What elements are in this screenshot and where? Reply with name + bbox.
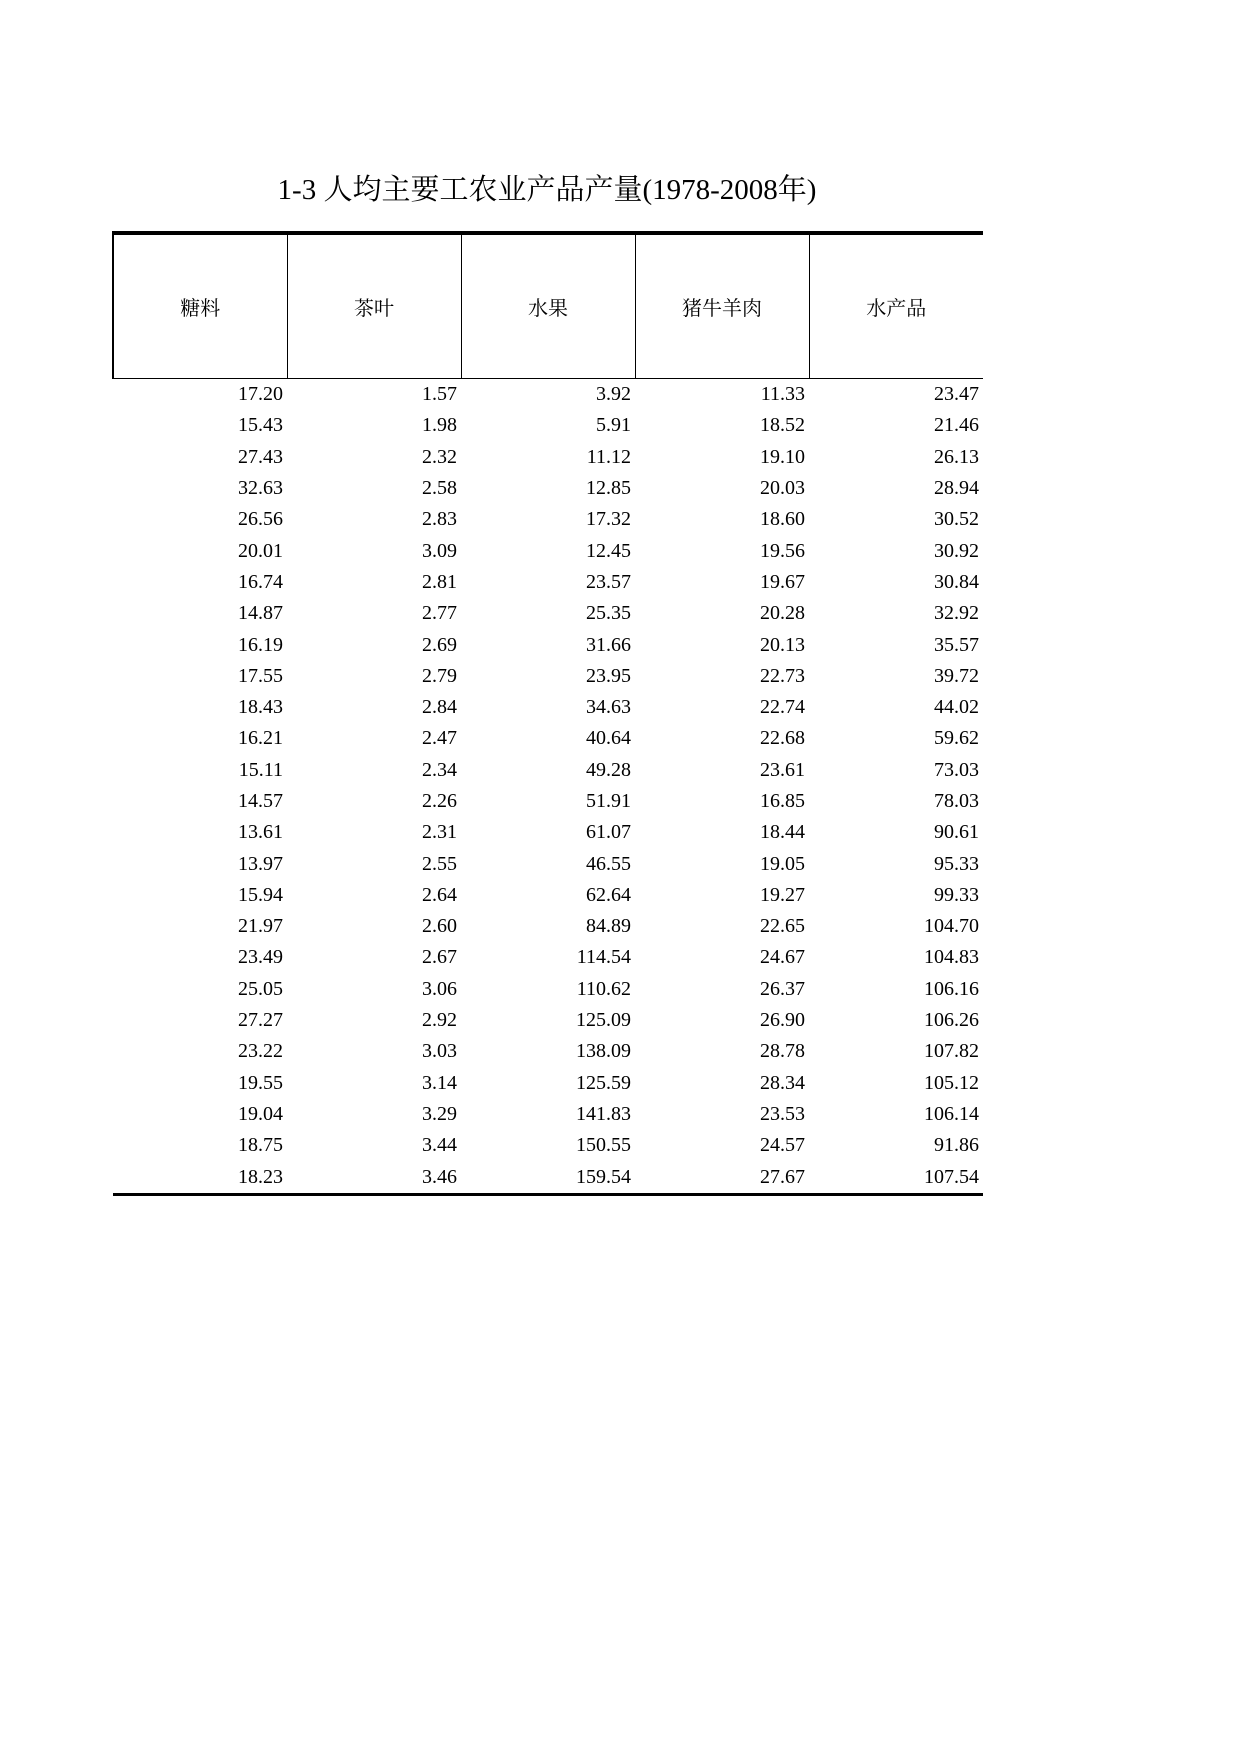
cell-fruit: 150.55 (576, 1134, 631, 1157)
cell-meat: 26.90 (760, 1009, 805, 1032)
cell-aquatic-products: 106.26 (924, 1009, 979, 1032)
cell-sugar-crops: 19.04 (238, 1102, 283, 1125)
table-row (113, 1036, 983, 1067)
table-row (113, 1005, 983, 1036)
column-header-fruit: 水果 (461, 233, 635, 379)
cell-meat: 22.73 (760, 664, 805, 687)
cell-fruit: 61.07 (586, 821, 631, 844)
cell-meat: 18.60 (760, 508, 805, 531)
cell-aquatic-products: 39.72 (934, 664, 979, 687)
cell-tea: 2.32 (422, 445, 457, 468)
cell-aquatic-products: 107.82 (924, 1040, 979, 1063)
cell-sugar-crops: 26.56 (238, 508, 283, 531)
column-header-sugar-crops: 糖料 (113, 233, 287, 379)
cell-aquatic-products: 104.83 (924, 946, 979, 969)
cell-meat: 23.53 (760, 1102, 805, 1125)
cell-tea: 2.92 (422, 1009, 457, 1032)
cell-meat: 23.61 (760, 758, 805, 781)
cell-fruit: 25.35 (586, 602, 631, 625)
cell-fruit: 49.28 (586, 758, 631, 781)
cell-tea: 1.57 (422, 383, 457, 406)
cell-meat: 24.57 (760, 1134, 805, 1157)
table-row (113, 723, 983, 754)
cell-fruit: 114.54 (576, 946, 631, 969)
cell-aquatic-products: 26.13 (934, 445, 979, 468)
cell-aquatic-products: 30.52 (934, 508, 979, 531)
table-row (113, 880, 983, 911)
table-body (113, 379, 983, 1195)
cell-sugar-crops: 16.21 (238, 727, 283, 750)
cell-meat: 20.03 (760, 477, 805, 500)
cell-sugar-crops: 18.23 (113, 1161, 287, 1194)
column-header-aquatic-products: 水产品 (809, 233, 983, 379)
cell-meat: 19.67 (760, 570, 805, 593)
cell-sugar-crops: 14.57 (238, 790, 283, 812)
cell-tea: 2.79 (422, 664, 457, 687)
cell-sugar-crops: 25.05 (238, 977, 283, 1000)
table-row (113, 567, 983, 598)
cell-fruit: 159.54 (461, 1161, 635, 1194)
cell-tea: 2.67 (422, 946, 457, 969)
cell-aquatic-products: 107.54 (809, 1161, 983, 1194)
cell-aquatic-products: 23.47 (934, 383, 979, 406)
table-row (113, 848, 983, 879)
cell-aquatic-products: 32.92 (934, 602, 979, 625)
cell-meat: 20.28 (760, 602, 805, 625)
column-header-meat: 猪牛羊肉 (635, 233, 809, 379)
table-row (113, 410, 983, 441)
column-header-tea: 茶叶 (287, 233, 461, 379)
cell-tea: 3.44 (422, 1134, 457, 1157)
cell-aquatic-products: 30.92 (934, 539, 979, 562)
cell-sugar-crops: 17.55 (238, 664, 283, 687)
cell-aquatic-products: 35.57 (934, 633, 979, 656)
cell-meat: 26.37 (760, 977, 805, 1000)
cell-tea: 2.55 (422, 852, 457, 875)
table-row (113, 661, 983, 692)
table-row (113, 786, 983, 817)
cell-tea: 2.60 (422, 915, 457, 938)
cell-meat: 11.33 (760, 383, 805, 406)
cell-aquatic-products: 106.16 (924, 977, 979, 1000)
table-row (113, 442, 983, 473)
table-row (113, 598, 983, 629)
cell-fruit: 12.85 (586, 477, 631, 500)
cell-sugar-crops: 23.22 (238, 1040, 283, 1063)
cell-sugar-crops: 13.61 (238, 821, 283, 844)
table-row (113, 1099, 983, 1130)
cell-sugar-crops: 27.27 (238, 1009, 283, 1032)
table-row (113, 755, 983, 786)
header-row (113, 233, 983, 379)
cell-fruit: 62.64 (586, 883, 631, 906)
cell-aquatic-products: 59.62 (934, 727, 979, 750)
cell-aquatic-products: 105.12 (924, 1071, 979, 1094)
cell-tea: 3.06 (422, 977, 457, 1000)
cell-meat: 20.13 (760, 633, 805, 656)
cell-aquatic-products: 90.61 (934, 821, 979, 844)
cell-fruit: 110.62 (576, 977, 631, 1000)
cell-sugar-crops: 23.49 (238, 946, 283, 969)
cell-meat: 18.52 (760, 414, 805, 437)
table-row (113, 629, 983, 660)
cell-meat: 28.78 (760, 1040, 805, 1063)
cell-sugar-crops: 19.55 (238, 1071, 283, 1094)
cell-tea: 2.47 (422, 727, 457, 750)
cell-fruit: 3.92 (596, 383, 631, 406)
cell-fruit: 11.12 (586, 445, 631, 468)
cell-meat: 22.68 (760, 727, 805, 750)
cell-fruit: 141.83 (576, 1102, 631, 1125)
cell-tea: 2.34 (422, 758, 457, 781)
cell-fruit: 40.64 (586, 727, 631, 750)
cell-tea: 2.31 (422, 821, 457, 844)
cell-fruit: 51.91 (586, 790, 631, 812)
cell-tea: 2.69 (422, 633, 457, 656)
cell-sugar-crops: 13.97 (238, 852, 283, 875)
cell-sugar-crops: 21.97 (238, 915, 283, 938)
cell-aquatic-products: 73.03 (934, 758, 979, 781)
table-row (113, 379, 983, 411)
cell-meat: 19.10 (760, 445, 805, 468)
cell-meat: 18.44 (760, 821, 805, 844)
table-row (113, 911, 983, 942)
cell-meat: 27.67 (635, 1161, 809, 1194)
cell-meat: 19.56 (760, 539, 805, 562)
cell-sugar-crops: 15.43 (238, 414, 283, 437)
cell-sugar-crops: 16.74 (238, 570, 283, 593)
cell-fruit: 17.32 (586, 508, 631, 531)
table-row (113, 817, 983, 848)
cell-tea: 2.81 (422, 570, 457, 593)
cell-sugar-crops: 20.01 (238, 539, 283, 562)
cell-aquatic-products: 21.46 (934, 414, 979, 437)
cell-fruit: 46.55 (586, 852, 631, 875)
cell-tea: 2.84 (422, 696, 457, 719)
cell-fruit: 5.91 (596, 414, 631, 437)
cell-fruit: 84.89 (586, 915, 631, 938)
cell-sugar-crops: 15.11 (238, 758, 283, 781)
cell-fruit: 23.57 (586, 570, 631, 593)
cell-meat: 22.74 (760, 696, 805, 719)
cell-sugar-crops: 15.94 (238, 883, 283, 906)
table-row (113, 692, 983, 723)
cell-tea: 3.09 (422, 539, 457, 562)
cell-sugar-crops: 32.63 (238, 477, 283, 500)
cell-fruit: 125.09 (576, 1009, 631, 1032)
cell-aquatic-products: 30.84 (934, 570, 979, 593)
page-title: 1-3 人均主要工农业产品产量(1978-2008年) (277, 174, 817, 206)
cell-meat: 19.27 (760, 883, 805, 906)
cell-tea: 3.14 (422, 1071, 457, 1094)
cell-sugar-crops: 18.75 (238, 1134, 283, 1157)
cell-tea: 3.03 (422, 1040, 457, 1063)
cell-sugar-crops: 14.87 (238, 602, 283, 625)
cell-tea: 2.83 (422, 508, 457, 531)
cell-meat: 19.05 (760, 852, 805, 875)
cell-meat: 16.85 (760, 790, 805, 812)
cell-aquatic-products: 104.70 (924, 915, 979, 938)
table-row (113, 942, 983, 973)
data-table (112, 231, 983, 1196)
cell-aquatic-products: 28.94 (934, 477, 979, 500)
cell-sugar-crops: 18.43 (238, 696, 283, 719)
cell-meat: 22.65 (760, 915, 805, 938)
cell-aquatic-products: 95.33 (934, 852, 979, 875)
cell-tea: 2.58 (422, 477, 457, 500)
cell-fruit: 138.09 (576, 1040, 631, 1063)
cell-sugar-crops: 17.20 (238, 383, 283, 406)
cell-aquatic-products: 91.86 (934, 1134, 979, 1157)
table-row (113, 1130, 983, 1161)
cell-fruit: 125.59 (576, 1071, 631, 1094)
table-row (113, 974, 983, 1005)
cell-fruit: 31.66 (586, 633, 631, 656)
table-row (113, 535, 983, 566)
cell-meat: 28.34 (760, 1071, 805, 1094)
cell-tea: 2.26 (422, 790, 457, 812)
cell-tea: 2.77 (422, 602, 457, 625)
table-row (113, 1161, 983, 1194)
cell-fruit: 12.45 (586, 539, 631, 562)
cell-aquatic-products: 44.02 (934, 696, 979, 719)
cell-tea: 2.64 (422, 883, 457, 906)
table-row (113, 504, 983, 535)
cell-sugar-crops: 27.43 (238, 445, 283, 468)
cell-fruit: 34.63 (586, 696, 631, 719)
cell-tea: 3.29 (422, 1102, 457, 1125)
table-row (113, 473, 983, 504)
cell-aquatic-products: 106.14 (924, 1102, 979, 1125)
cell-sugar-crops: 16.19 (238, 633, 283, 656)
table-row (113, 1068, 983, 1099)
cell-meat: 24.67 (760, 946, 805, 969)
cell-aquatic-products: 78.03 (934, 790, 979, 812)
cell-tea: 1.98 (422, 414, 457, 437)
cell-fruit: 23.95 (586, 664, 631, 687)
cell-tea: 3.46 (287, 1161, 461, 1194)
cell-aquatic-products: 99.33 (934, 883, 979, 906)
